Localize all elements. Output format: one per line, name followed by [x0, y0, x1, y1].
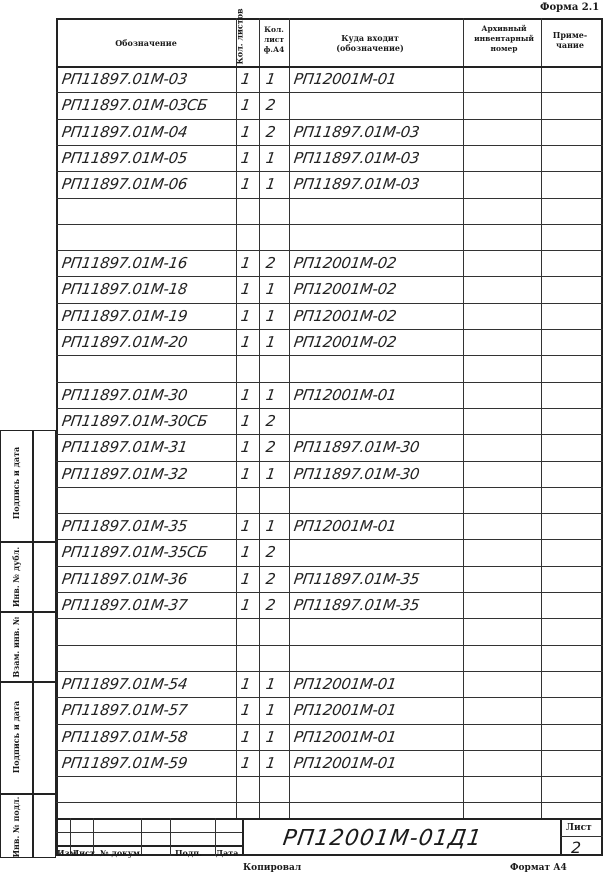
row-sheets-a4: 2: [264, 254, 277, 273]
row-sheets: 1: [239, 727, 252, 746]
side-box-inv-dup: [0, 542, 56, 612]
side-label-sign-date-1: Подпись и дата: [11, 446, 21, 520]
row-sheets-a4: 2: [264, 569, 277, 588]
row-where-used: РП12001М-01: [292, 753, 398, 772]
row-sheets: 1: [239, 517, 252, 536]
side-box-inv-orig: [0, 794, 56, 858]
row-sheets: 1: [239, 254, 252, 273]
stamp-doc-no: № докум.: [100, 848, 143, 858]
row-designation: РП11897.01М-36: [60, 569, 189, 588]
stamp-list: Лист: [72, 848, 95, 858]
stamp-col: [170, 818, 171, 856]
row-designation: РП11897.01М-31: [60, 438, 189, 457]
row-designation: РП11897.01М-03: [60, 70, 189, 88]
row-designation: РП11897.01М-19: [60, 306, 189, 325]
side-box-sign-date-1: [0, 430, 56, 542]
stamp-date: Дата: [216, 848, 239, 858]
row-sheets: 1: [239, 96, 252, 115]
row-where-used: РП12001М-01: [292, 701, 398, 720]
row-sheets: 1: [239, 333, 252, 351]
row-where-used: РП11897.01М-30: [292, 438, 421, 457]
document-code: РП12001М-01Д1: [281, 826, 484, 851]
header-sheets-a4: Кол. лист ф.А4: [263, 25, 285, 54]
row-sheets: 1: [239, 411, 252, 430]
row-sheets: 1: [239, 70, 252, 88]
form-label: Форма 2.1: [540, 2, 600, 13]
row-where-used: РП11897.01М-03: [292, 148, 421, 167]
row-where-used: РП12001М-01: [292, 517, 398, 536]
row-sheets-a4: 1: [264, 674, 277, 693]
footer-format: Формат А4: [510, 863, 567, 873]
row-where-used: РП12001М-01: [292, 674, 398, 693]
row-line: [56, 198, 603, 199]
stamp-sheet-line: [560, 836, 603, 837]
sheet-label: Лист: [566, 823, 592, 833]
row-where-used: РП12001М-02: [292, 333, 398, 351]
row-line: [56, 802, 603, 803]
row-line: [56, 487, 603, 488]
row-sheets-a4: 1: [264, 517, 277, 536]
row-designation: РП11897.01М-35СБ: [60, 543, 209, 562]
row-sheets-a4: 1: [264, 175, 277, 194]
row-designation: РП11897.01М-30СБ: [60, 411, 209, 430]
header-where-used: Куда входит (обозначение): [336, 33, 404, 53]
row-sheets: 1: [239, 464, 252, 483]
row-sheets: 1: [239, 569, 252, 588]
row-line: [56, 224, 603, 225]
row-where-used: РП11897.01М-03: [292, 175, 421, 194]
row-sheets-a4: 2: [264, 596, 277, 614]
row-sheets-a4: 2: [264, 543, 277, 562]
row-sheets: 1: [239, 701, 252, 720]
row-sheets-a4: 2: [264, 438, 277, 457]
row-designation: РП11897.01М-06: [60, 175, 189, 194]
row-sheets-a4: 1: [264, 753, 277, 772]
stamp-sign: Подп.: [175, 848, 202, 858]
row-designation: РП11897.01М-57: [60, 701, 189, 720]
row-designation: РП11897.01М-35: [60, 517, 189, 536]
row-sheets-a4: 1: [264, 464, 277, 483]
row-where-used: РП12001М-01: [292, 385, 398, 404]
row-designation: РП11897.01М-16: [60, 254, 189, 273]
side-divider: [32, 430, 34, 858]
row-line: [56, 618, 603, 619]
row-sheets-a4: 1: [264, 148, 277, 167]
row-where-used: РП11897.01М-35: [292, 569, 421, 588]
row-sheets: 1: [239, 280, 252, 299]
row-designation: РП11897.01М-37: [60, 596, 189, 614]
row-sheets-a4: 1: [264, 727, 277, 746]
row-sheets-a4: 1: [264, 70, 277, 88]
row-where-used: РП12001М-01: [292, 70, 398, 88]
row-sheets: 1: [239, 753, 252, 772]
side-label-inv-orig: Инв. № подл.: [11, 796, 21, 858]
row-designation: РП11897.01М-54: [60, 674, 189, 693]
row-where-used: РП12001М-02: [292, 306, 398, 325]
row-line: [56, 776, 603, 777]
row-designation: РП11897.01М-04: [60, 122, 189, 141]
row-designation: РП11897.01М-03СБ: [60, 96, 209, 115]
row-sheets-a4: 1: [264, 701, 277, 720]
row-sheets-a4: 2: [264, 122, 277, 141]
row-designation: РП11897.01М-30: [60, 385, 189, 404]
row-designation: РП11897.01М-32: [60, 464, 189, 483]
row-sheets: 1: [239, 674, 252, 693]
row-sheets: 1: [239, 385, 252, 404]
side-box-sign-date-2: [0, 682, 56, 794]
row-where-used: РП12001М-02: [292, 254, 398, 273]
side-label-inv-dup: Инв. № дубл.: [11, 546, 21, 608]
stamp-col: [242, 818, 244, 856]
row-designation: РП11897.01М-05: [60, 148, 189, 167]
row-line: [56, 645, 603, 646]
row-sheets-a4: 1: [264, 333, 277, 351]
row-where-used: РП12001М-01: [292, 727, 398, 746]
row-designation: РП11897.01М-20: [60, 333, 189, 351]
row-sheets: 1: [239, 175, 252, 194]
row-sheets-a4: 1: [264, 280, 277, 299]
row-where-used: РП12001М-02: [292, 280, 398, 299]
row-sheets-a4: 2: [264, 96, 277, 115]
row-sheets-a4: 1: [264, 306, 277, 325]
row-sheets: 1: [239, 438, 252, 457]
row-sheets: 1: [239, 122, 252, 141]
footer-copied: Копировал: [243, 863, 302, 873]
row-sheets: 1: [239, 306, 252, 325]
row-designation: РП11897.01М-59: [60, 753, 189, 772]
row-sheets: 1: [239, 596, 252, 614]
stamp-izm: Изм: [57, 848, 77, 858]
row-sheets-a4: 2: [264, 411, 277, 430]
row-where-used: РП11897.01М-03: [292, 122, 421, 141]
row-designation: РП11897.01М-58: [60, 727, 189, 746]
header-sheets-count: Кол. листов: [234, 8, 245, 65]
row-line: [56, 355, 603, 356]
row-sheets-a4: 1: [264, 385, 277, 404]
row-where-used: РП11897.01М-30: [292, 464, 421, 483]
header-note: Приме- чание: [552, 30, 588, 50]
row-designation: РП11897.01М-18: [60, 280, 189, 299]
row-sheets: 1: [239, 148, 252, 167]
stamp-col: [560, 818, 562, 856]
stamp-top-line: [56, 818, 603, 820]
row-where-used: РП11897.01М-35: [292, 596, 421, 614]
row-sheets: 1: [239, 543, 252, 562]
sheet-number: 2: [571, 838, 582, 857]
header-designation: Обозначение: [115, 38, 177, 48]
side-label-replaces-inv: Взам. инв. №: [11, 616, 21, 678]
side-box-replaces-inv: [0, 612, 56, 682]
header-archive-no: Архивный инвентарный номер: [474, 24, 534, 53]
side-label-sign-date-2: Подпись и дата: [11, 700, 21, 774]
